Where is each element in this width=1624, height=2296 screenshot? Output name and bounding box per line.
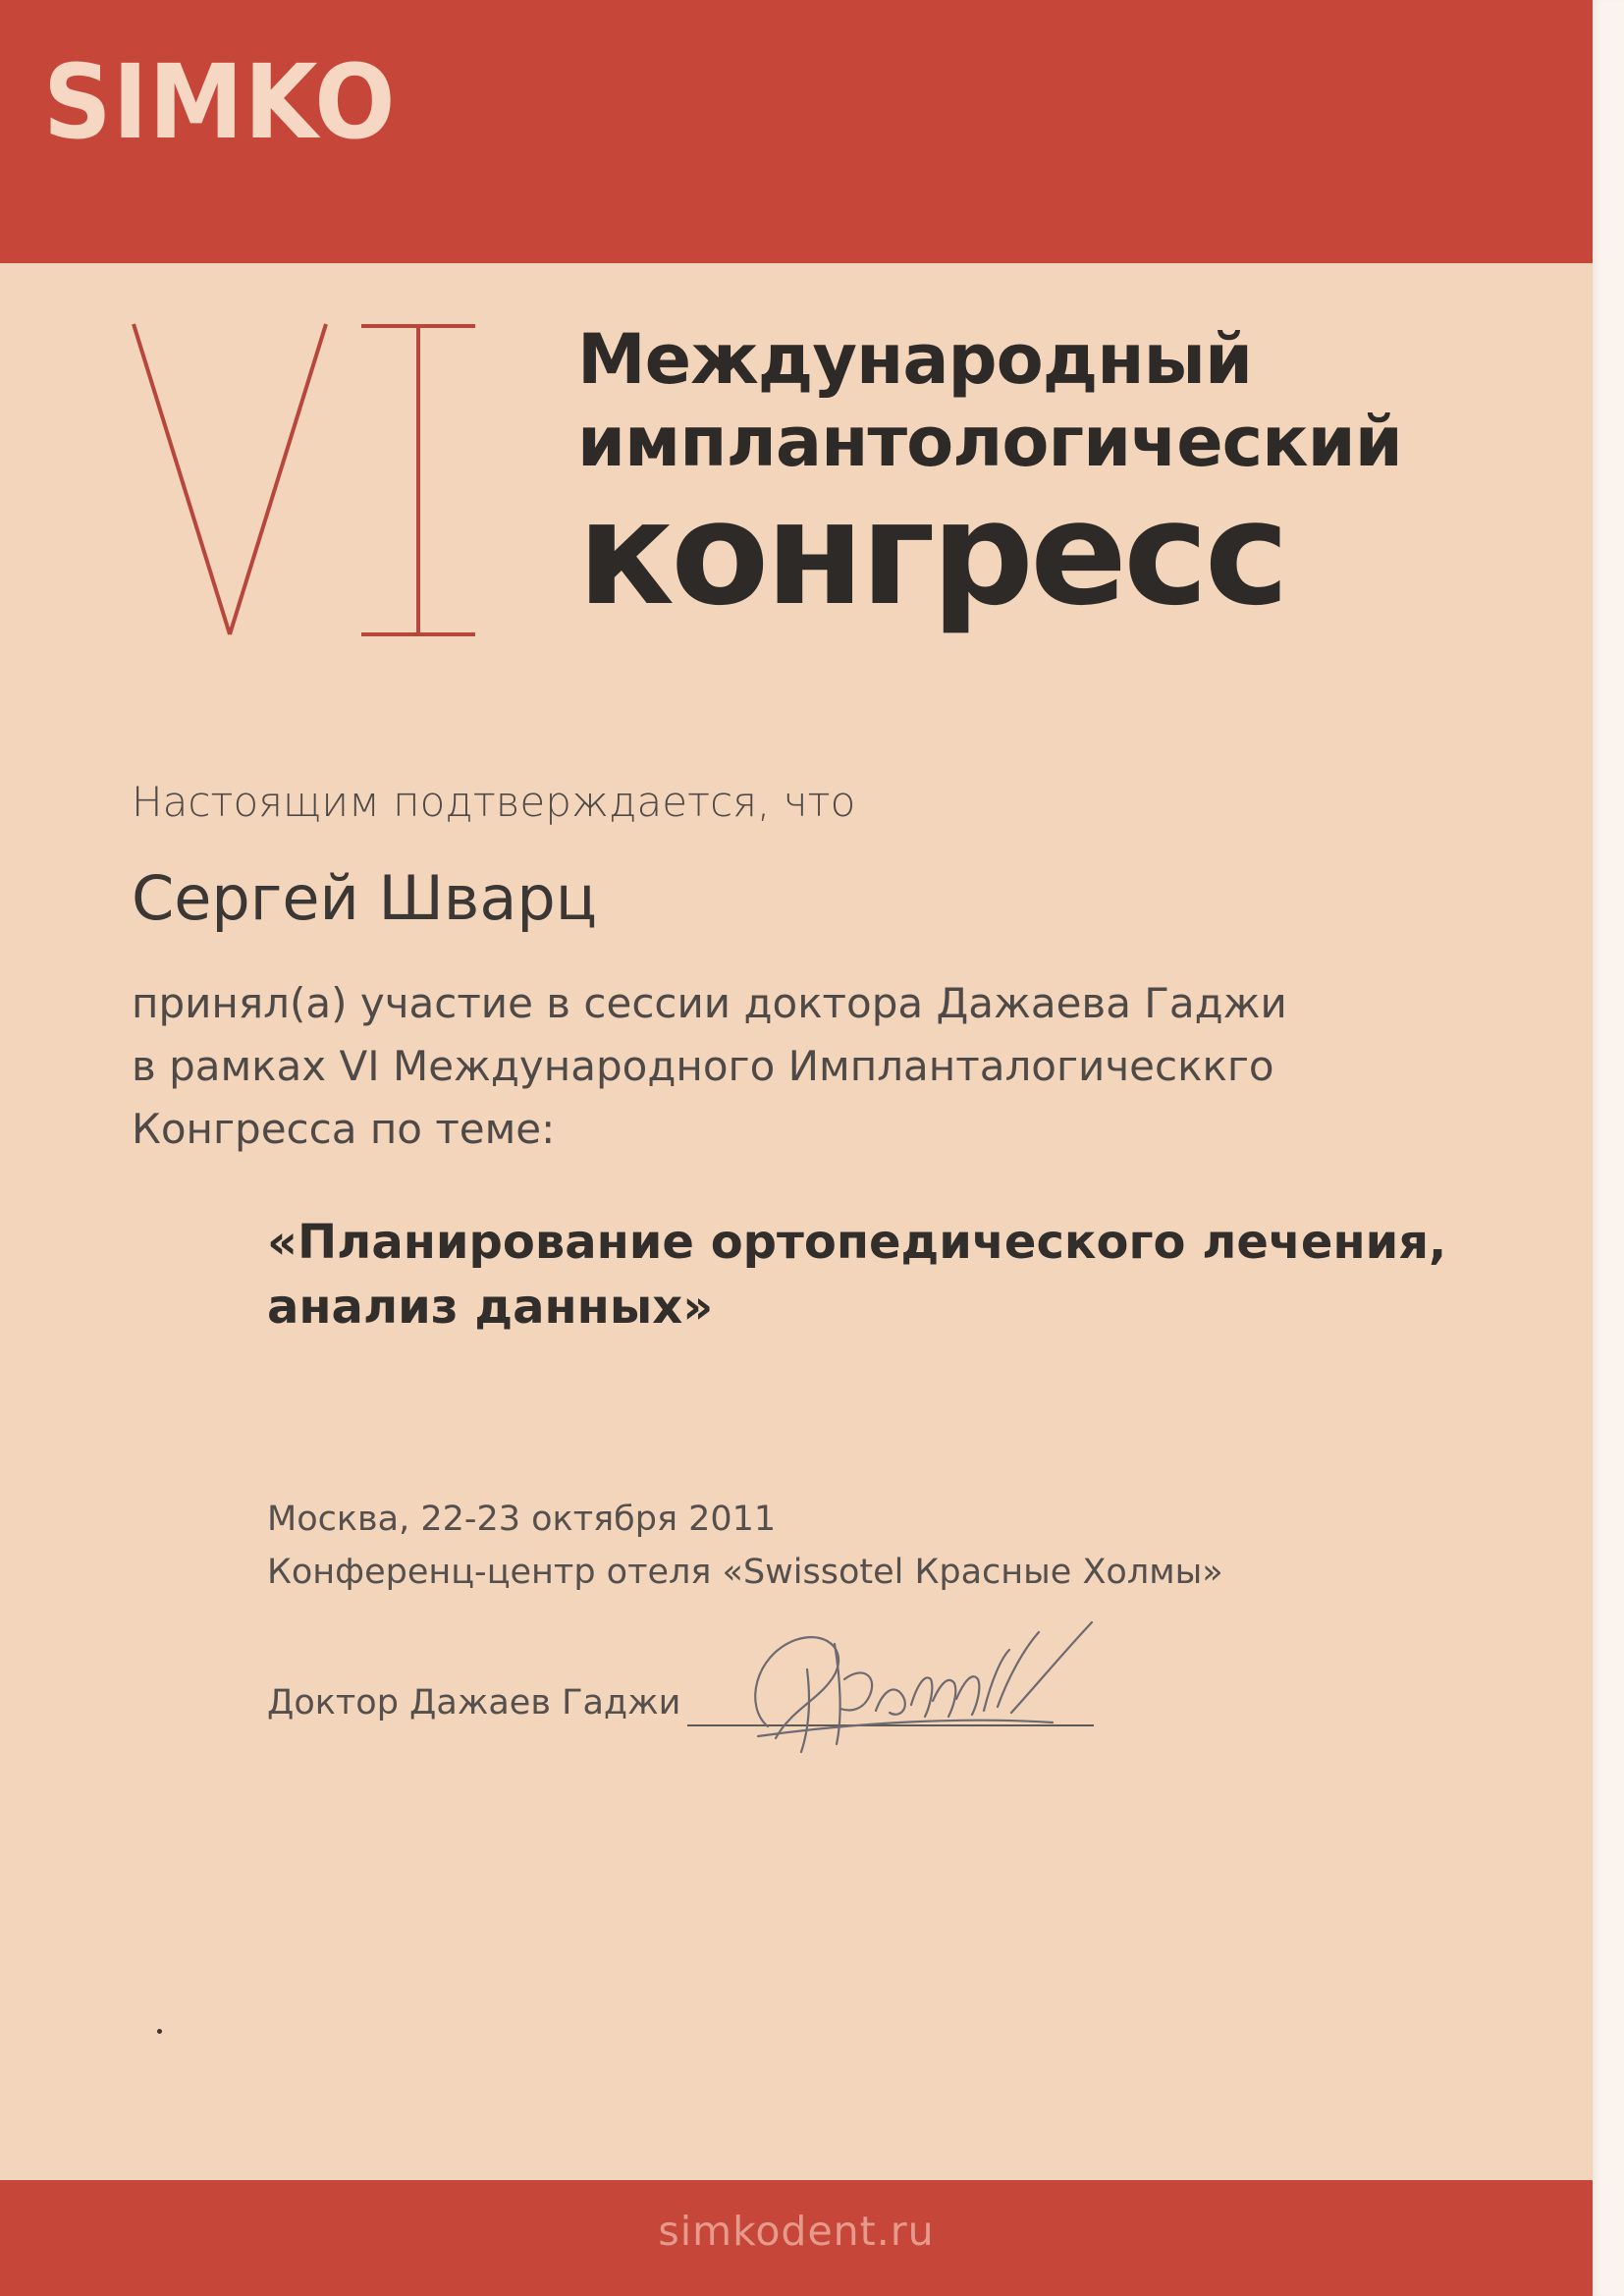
confirmation-text: Настоящим подтверждается, что (132, 778, 856, 826)
participant-name: Сергей Шварц (132, 862, 597, 934)
roman-numeral-vi (128, 318, 520, 642)
place-line-1: Москва, 22-23 октября 2011 (267, 1500, 777, 1539)
topic-line-2: анализ данных» (267, 1280, 714, 1335)
paper-dot (157, 2029, 162, 2034)
brand-logo: SIMKO (43, 42, 397, 162)
handwritten-signature (738, 1611, 1151, 1777)
paper-edge (1593, 0, 1624, 2296)
header-band (0, 0, 1593, 263)
participation-line-1: принял(а) участие в сессии доктора Дажаева Гаджи (132, 979, 1287, 1027)
session-topic (267, 1210, 1446, 1339)
topic-line-1: «Планирование ортопедического лечения, (267, 1215, 1447, 1270)
congress-title (577, 319, 1402, 637)
participation-line-3: Конгресса по теме: (132, 1105, 556, 1153)
website-text: simkodent.ru (658, 2208, 935, 2255)
title-line-3: конгресс (577, 470, 1286, 637)
title-line-2: имплантологический (577, 401, 1402, 482)
participation-line-2: в рамках VI Международного Имплантaлогическкго (132, 1042, 1274, 1090)
place-line-2: Конференц-центр отеля «Swissotel Красные Холмы» (267, 1553, 1223, 1592)
participation-text (132, 972, 1287, 1161)
title-line-1: Международный (577, 319, 1252, 400)
signer-name: Доктор Дажаев Гаджи (267, 1683, 681, 1722)
event-place (267, 1493, 1223, 1599)
